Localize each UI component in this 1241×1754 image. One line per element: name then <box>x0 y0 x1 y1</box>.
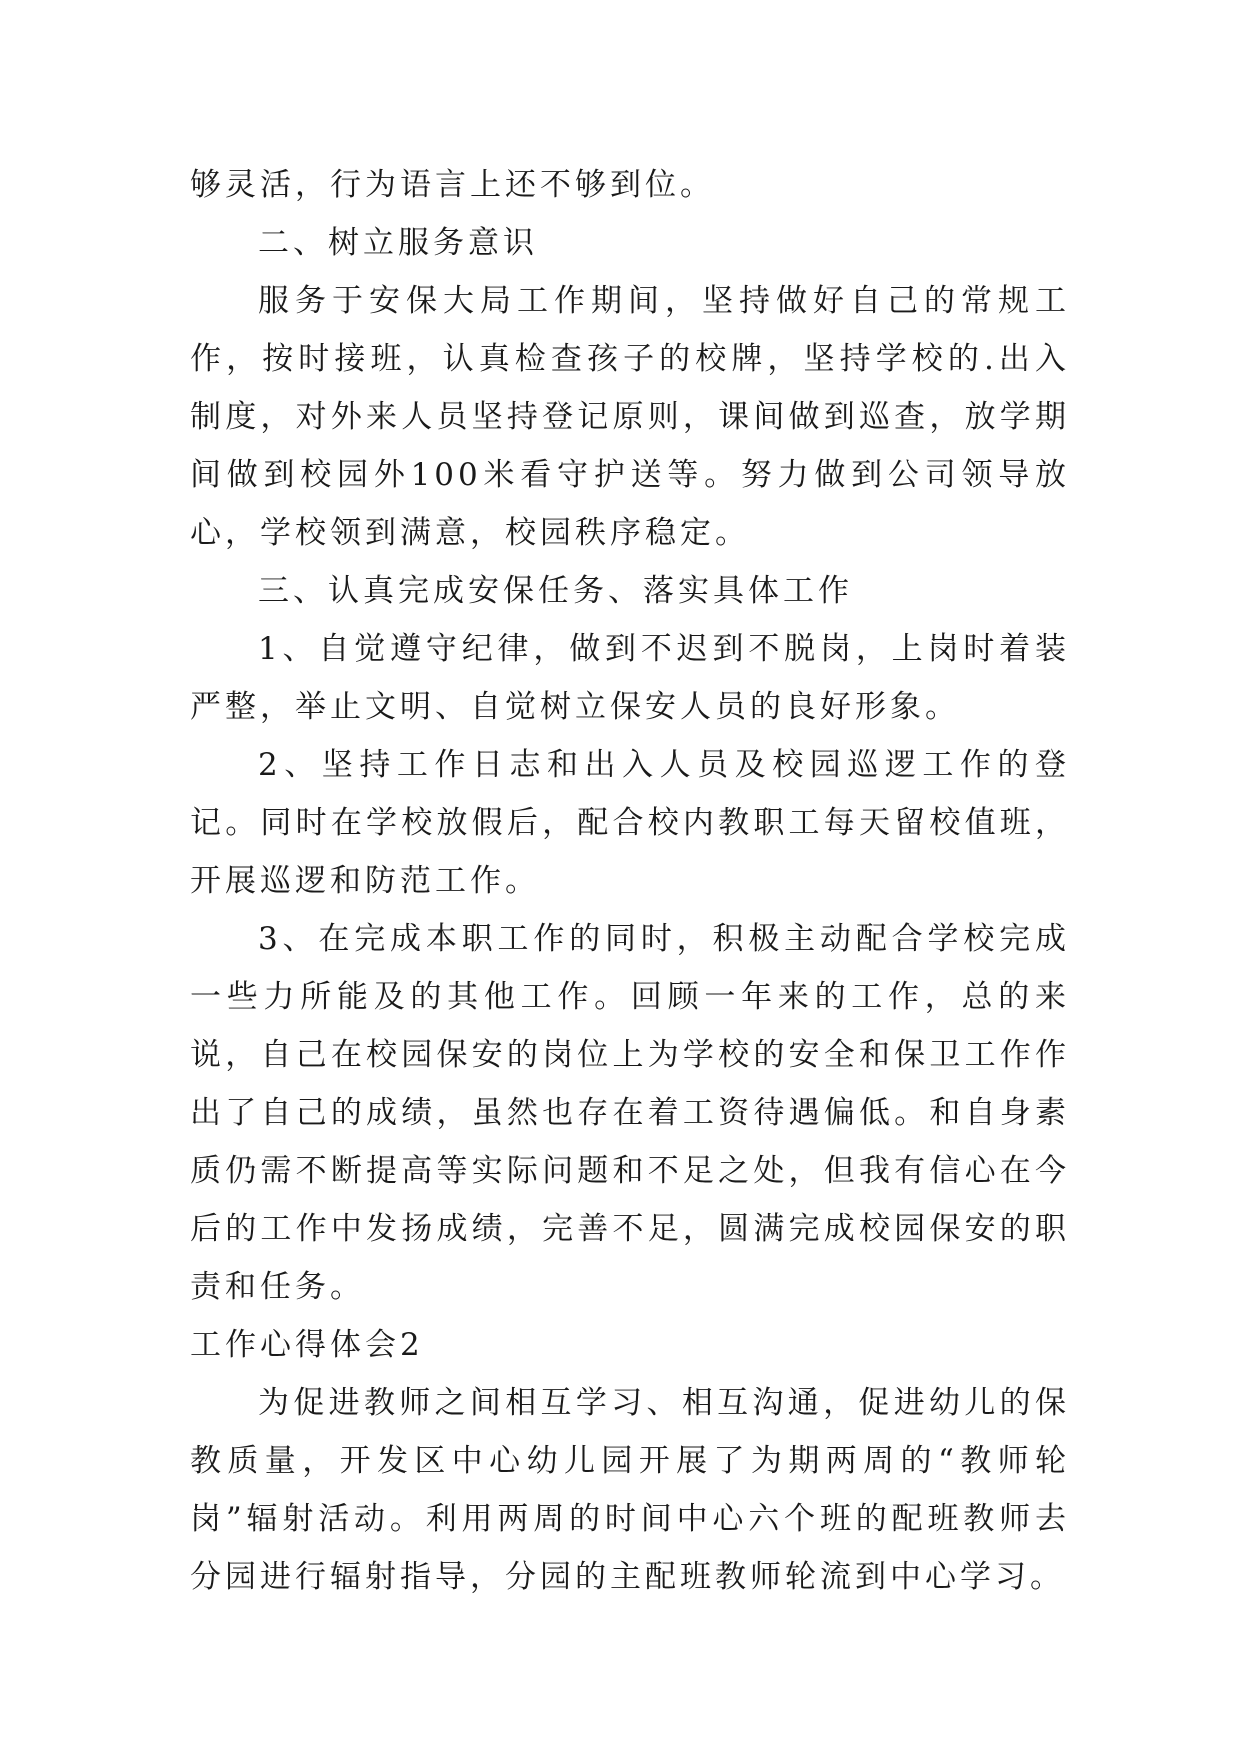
paragraph-teacher-rotation: 为促进教师之间相互学习、相互沟通，促进幼儿的保教质量，开发区中心幼儿园开展了为期两周的“教师轮岗”辐射活动。利用两周的时间中心六个班的配班教师去分园进行辐射指导，分园的主配班教师轮流到中心学习。 <box>190 1385 1070 1595</box>
list-item-work-log: 2、坚持工作日志和出入人员及校园巡逻工作的登记。同时在学校放假后，配合校内教职工每天留校值班，开展巡逻和防范工作。 <box>190 747 1070 899</box>
section-heading-service-awareness: 二、树立服务意识 <box>258 225 538 261</box>
paragraph-service-duties: 服务于安保大局工作期间，坚持做好自己的常规工作，按时接班，认真检查孩子的校牌，坚持学校的.出入制度，对外来人员坚持登记原则，课间做到巡查，放学期间做到校园外100米看守护送等。努力做到公司领导放心，学校领到满意，校园秩序稳定。 <box>190 283 1070 551</box>
section-heading-security-tasks: 三、认真完成安保任务、落实具体工作 <box>258 573 853 609</box>
paragraph-continuation: 够灵活，行为语言上还不够到位。 <box>190 167 715 203</box>
article-title-2: 工作心得体会2 <box>190 1327 424 1363</box>
document-body <box>190 156 1070 1606</box>
list-item-other-work: 3、在完成本职工作的同时，积极主动配合学校完成一些力所能及的其他工作。回顾一年来的工作，总的来说，自己在校园保安的岗位上为学校的安全和保卫工作作出了自己的成绩，虽然也存在着工资待遇偏低。和自身素质仍需不断提高等实际问题和不足之处，但我有信心在今后的工作中发扬成绩，完善不足，圆满完成校园保安的职责和任务。 <box>190 921 1070 1305</box>
list-item-discipline: 1、自觉遵守纪律，做到不迟到不脱岗，上岗时着装严整，举止文明、自觉树立保安人员的良好形象。 <box>190 631 1070 725</box>
